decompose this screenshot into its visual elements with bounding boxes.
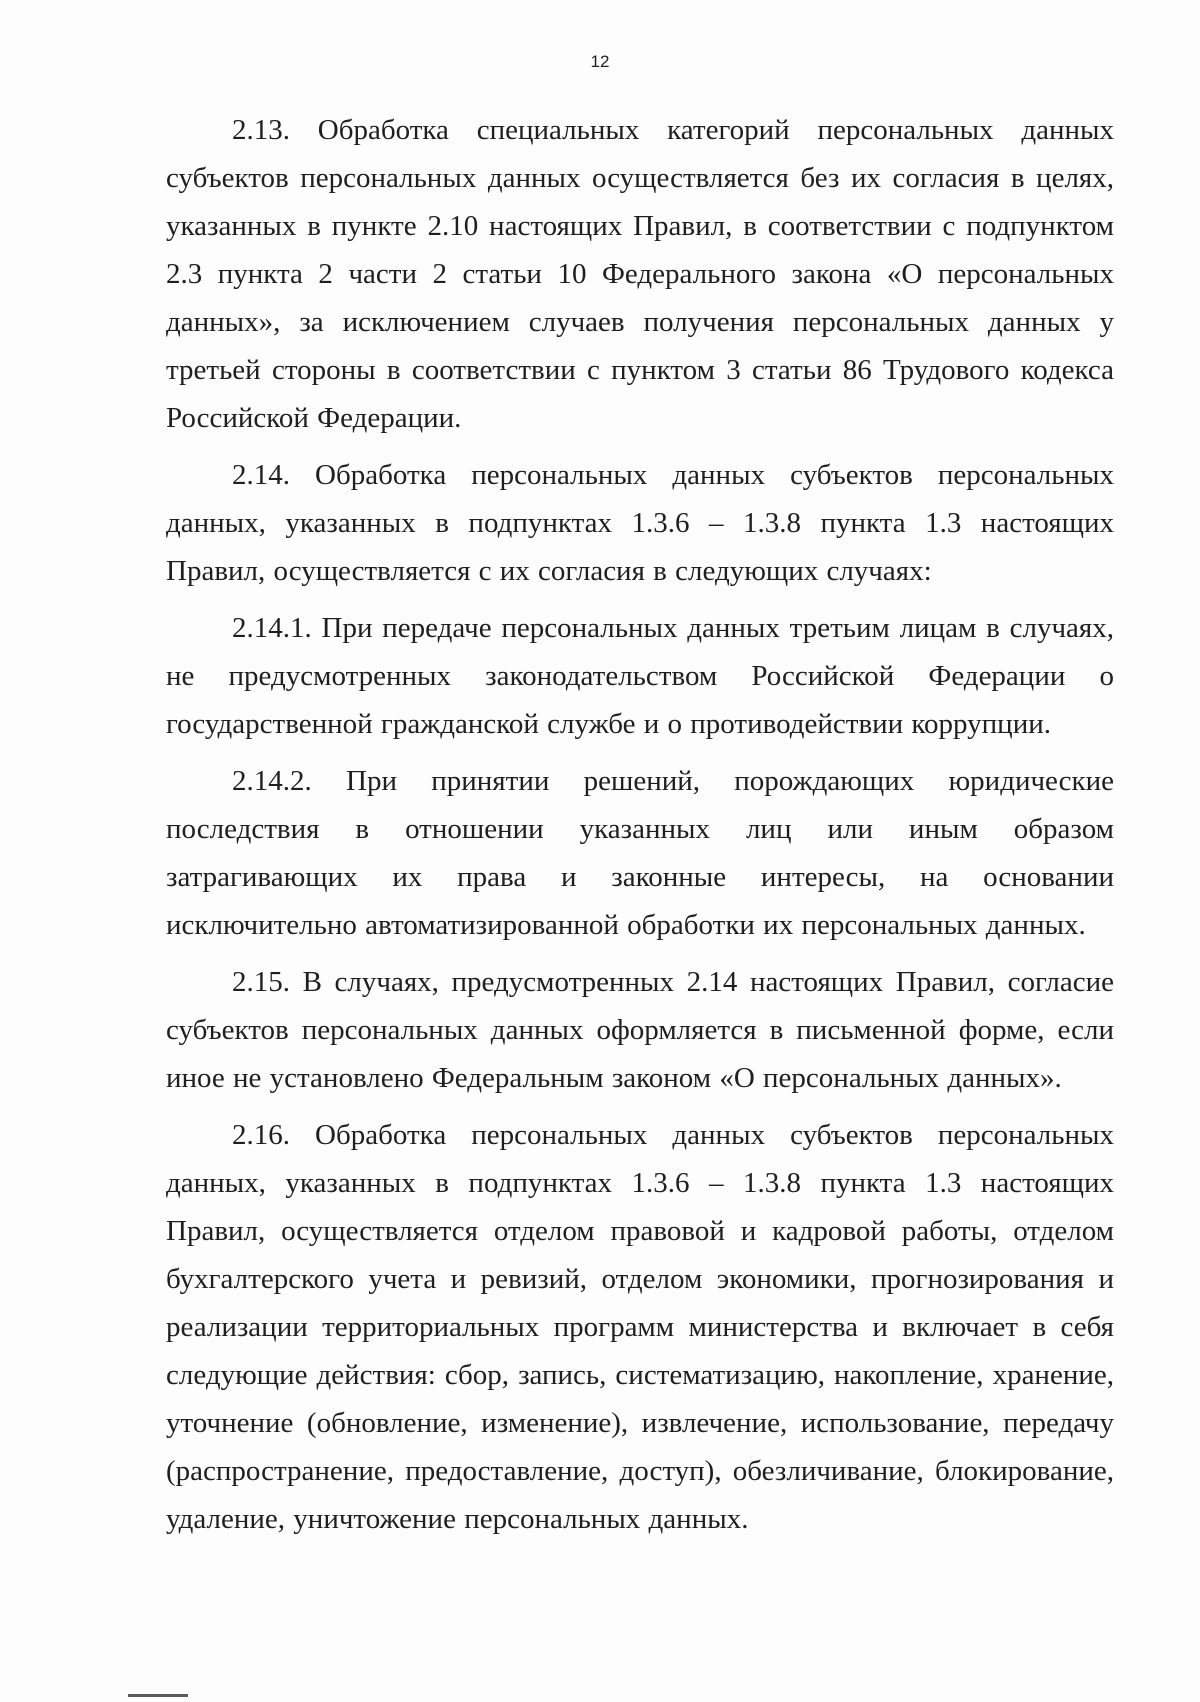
scan-edge-mark — [128, 1694, 188, 1697]
paragraph-2-16: 2.16. Обработка персональных данных субъектов персональных данных, указанных в подпунктах 1.3.6 – 1.3.8 пункта 1.3 настоящих Правил, осуществляется отделом правовой и кадровой работы, отделом бухгалтерского учета и ревизий, отделом экономики, прогнозирования и реализации территориальных программ министерства и включает в себя следующие действия: сбор, запись, систематизацию, накопление, хранение, уточнение (обновление, изменение), извлечение, использование, передачу (распространение, предоставление, доступ), обезличивание, блокирование, удаление, уничтожение персональных данных. — [166, 1119, 1114, 1535]
paragraph-2-14: 2.14. Обработка персональных данных субъектов персональных данных, указанных в подпунктах 1.3.6 – 1.3.8 пункта 1.3 настоящих Правил, осуществляется с их согласия в следующих случаях: — [166, 459, 1114, 587]
page-number: 12 — [590, 52, 610, 71]
paragraph-2-14-1: 2.14.1. При передаче персональных данных третьим лицам в случаях, не предусмотренных законодательством Российской Федерации о государственной гражданской службе и о противодействии коррупции. — [166, 612, 1114, 740]
paragraph-2-13: 2.13. Обработка специальных категорий персональных данных субъектов персональных данных осуществляется без их согласия в целях, указанных в пункте 2.10 настоящих Правил, в соответствии с подпунктом 2.3 пункта 2 части 2 статьи 10 Федерального закона «О персональных данных», за исключением случаев получения персональных данных у третьей стороны в соответствии с пунктом 3 статьи 86 Трудового кодекса Российской Федерации. — [166, 114, 1114, 434]
document-body — [166, 106, 1114, 1552]
paragraph-2-14-2: 2.14.2. При принятии решений, порождающих юридические последствия в отношении указанных лиц или иным образом затрагивающих их права и законные интересы, на основании исключительно автоматизированной обработки их персональных данных. — [166, 765, 1114, 941]
paragraph-2-15: 2.15. В случаях, предусмотренных 2.14 настоящих Правил, согласие субъектов персональных данных оформляется в письменной форме, если иное не установлено Федеральным законом «О персональных данных». — [166, 966, 1114, 1094]
